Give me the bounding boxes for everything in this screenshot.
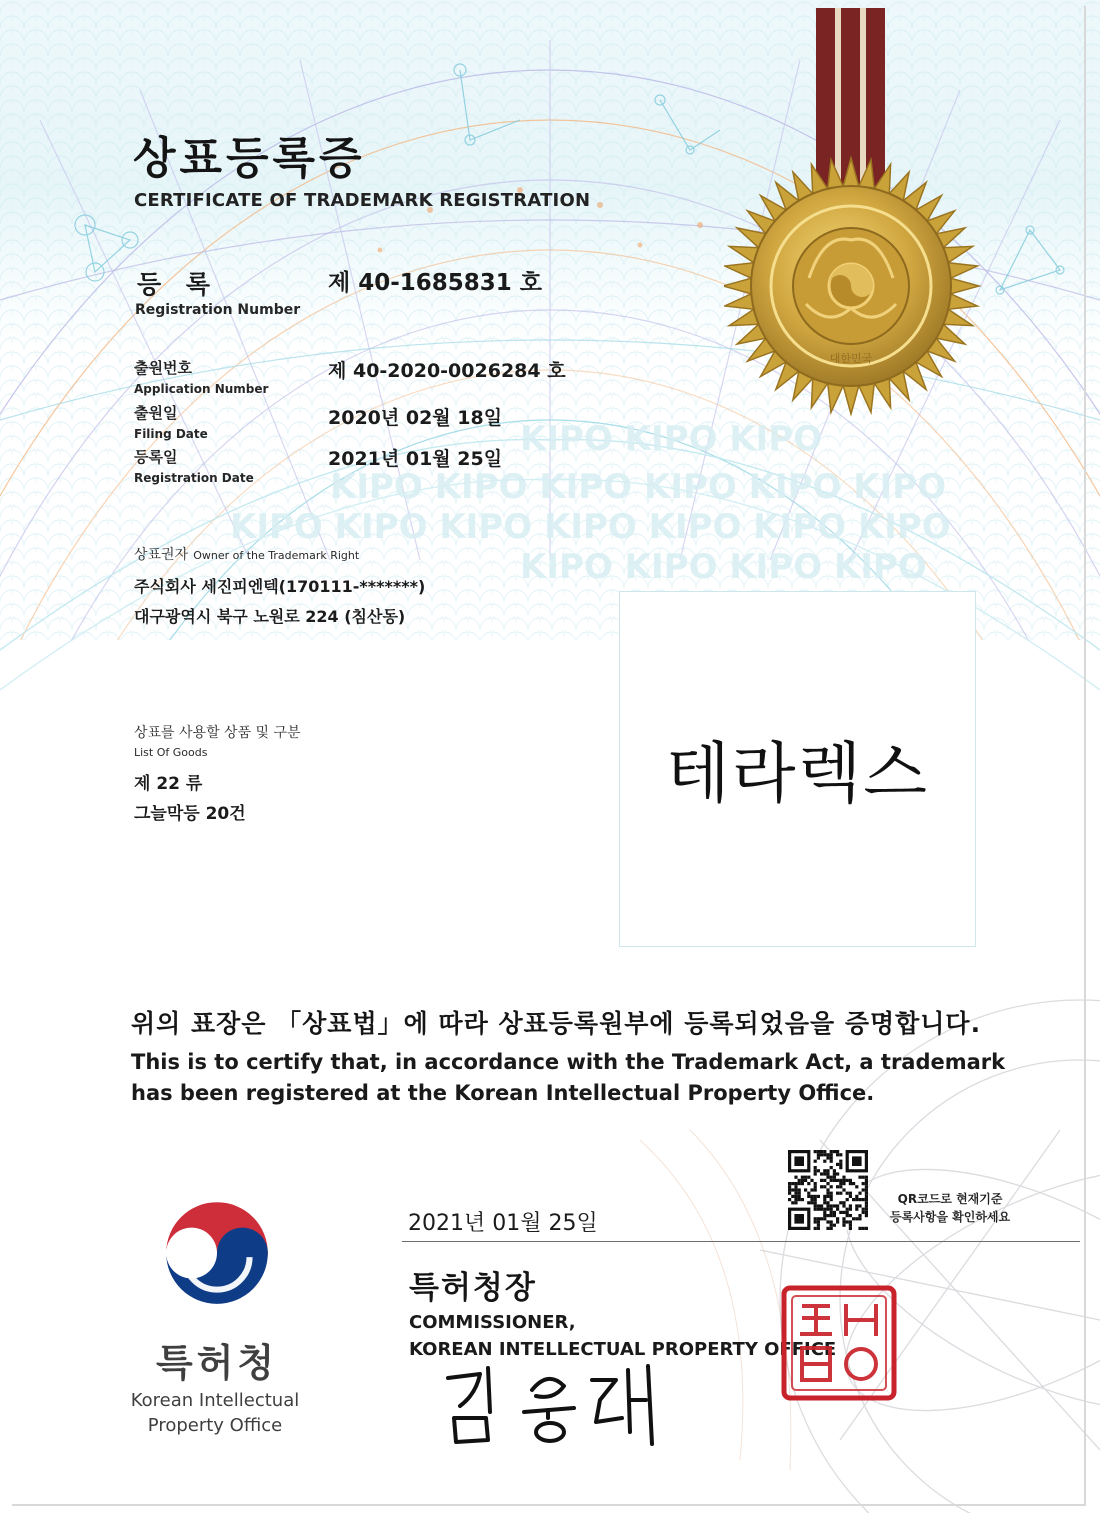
- certification-statement-en: [131, 1047, 1005, 1109]
- commissioner-title-en-line1: COMMISSIONER,: [409, 1312, 576, 1333]
- svg-text:KIPO KIPO KIPO KIPO KIPO: KIPO KIPO KIPO KIPO KIPO KIPO KIPO: [230, 507, 951, 547]
- owner-address: 대구광역시 북구 노원로 224 (침산동): [134, 607, 406, 626]
- owner-name: 주식회사 세진피엔텍(170111-*******): [134, 577, 426, 596]
- application-number: 제 40-2020-0026284 호: [328, 360, 566, 382]
- owner-label: [134, 544, 359, 564]
- svg-text:대한민국: 대한민국: [829, 352, 873, 365]
- commissioner-title-ko: 특허청장: [409, 1270, 537, 1306]
- svg-text:KIPO KIPO KIPO: KIPO KIPO KIPO: [520, 419, 823, 459]
- certification-statement-en-line1: This is to certify that, in accordance with the Trademark Act, a trademark: [131, 1050, 1006, 1074]
- filing-date: 2020년 02월 18일: [328, 407, 503, 429]
- registration-label: 등 록: [137, 270, 219, 299]
- application-number-label-en: Application Number: [134, 382, 269, 396]
- kipo-name-en-line2: Property Office: [147, 1415, 283, 1436]
- registration-label-en: Registration Number: [135, 302, 301, 318]
- goods-label: 상표를 사용할 상품 및 구분: [134, 725, 301, 741]
- svg-text:KIPO KIPO KIPO KIPO: KIPO KIPO KIPO KIPO: [520, 547, 927, 587]
- kipo-name-en-line1: Korean Intellectual: [130, 1390, 300, 1411]
- certification-statement-en-line2: has been registered at the Korean Intellectual Property Office.: [131, 1081, 875, 1105]
- commissioner-title-en: [409, 1309, 836, 1363]
- taegeuk-logo: [156, 1190, 278, 1312]
- filing-date-label: 출원일: [134, 404, 178, 422]
- signature-divider: [402, 1241, 1080, 1242]
- gold-seal: [724, 8, 984, 418]
- svg-text:KIPO KIPO KIPO KIPO KIPO: KIPO KIPO KIPO KIPO KIPO KIPO: [330, 467, 947, 507]
- trademark-text: 테라렉스: [665, 735, 930, 812]
- qr-code[interactable]: [788, 1150, 868, 1230]
- owner-label-en: Owner of the Trademark Right: [193, 549, 360, 562]
- issue-date: 2021년 01월 25일: [408, 1211, 598, 1236]
- goods-class: 제 22 류: [134, 774, 203, 794]
- goods-items: 그늘막등 20건: [134, 804, 246, 824]
- qr-note-line1: QR코드로 현재기준: [897, 1192, 1003, 1206]
- registration-date-label: 등록일: [134, 448, 178, 466]
- kipo-name-en: [128, 1388, 302, 1438]
- handwritten-signature: [440, 1360, 670, 1450]
- registration-date-label-en: Registration Date: [134, 471, 254, 485]
- official-stamp: [780, 1284, 898, 1402]
- commissioner-title-en-line2: KOREAN INTELLECTUAL PROPERTY OFFICE: [409, 1339, 837, 1360]
- qr-note: [890, 1190, 1010, 1226]
- certification-statement-ko: 위의 표장은 「상표법」에 따라 상표등록원부에 등록되었음을 증명합니다.: [131, 1009, 982, 1038]
- owner-label-ko: 상표권자: [134, 547, 189, 563]
- qr-note-line2: 등록사항을 확인하세요: [890, 1210, 1011, 1224]
- goods-label-en: List Of Goods: [134, 746, 208, 759]
- application-number-label: 출원번호: [134, 359, 192, 377]
- certificate-title: 상표등록증: [133, 133, 366, 184]
- certificate-subtitle: CERTIFICATE OF TRADEMARK REGISTRATION: [134, 190, 591, 211]
- kipo-name-ko: 특허청: [156, 1341, 279, 1385]
- trademark-image-box: [619, 591, 976, 947]
- registration-date: 2021년 01월 25일: [328, 448, 503, 470]
- registration-number: 제 40-1685831 호: [328, 270, 543, 296]
- filing-date-label-en: Filing Date: [134, 427, 208, 441]
